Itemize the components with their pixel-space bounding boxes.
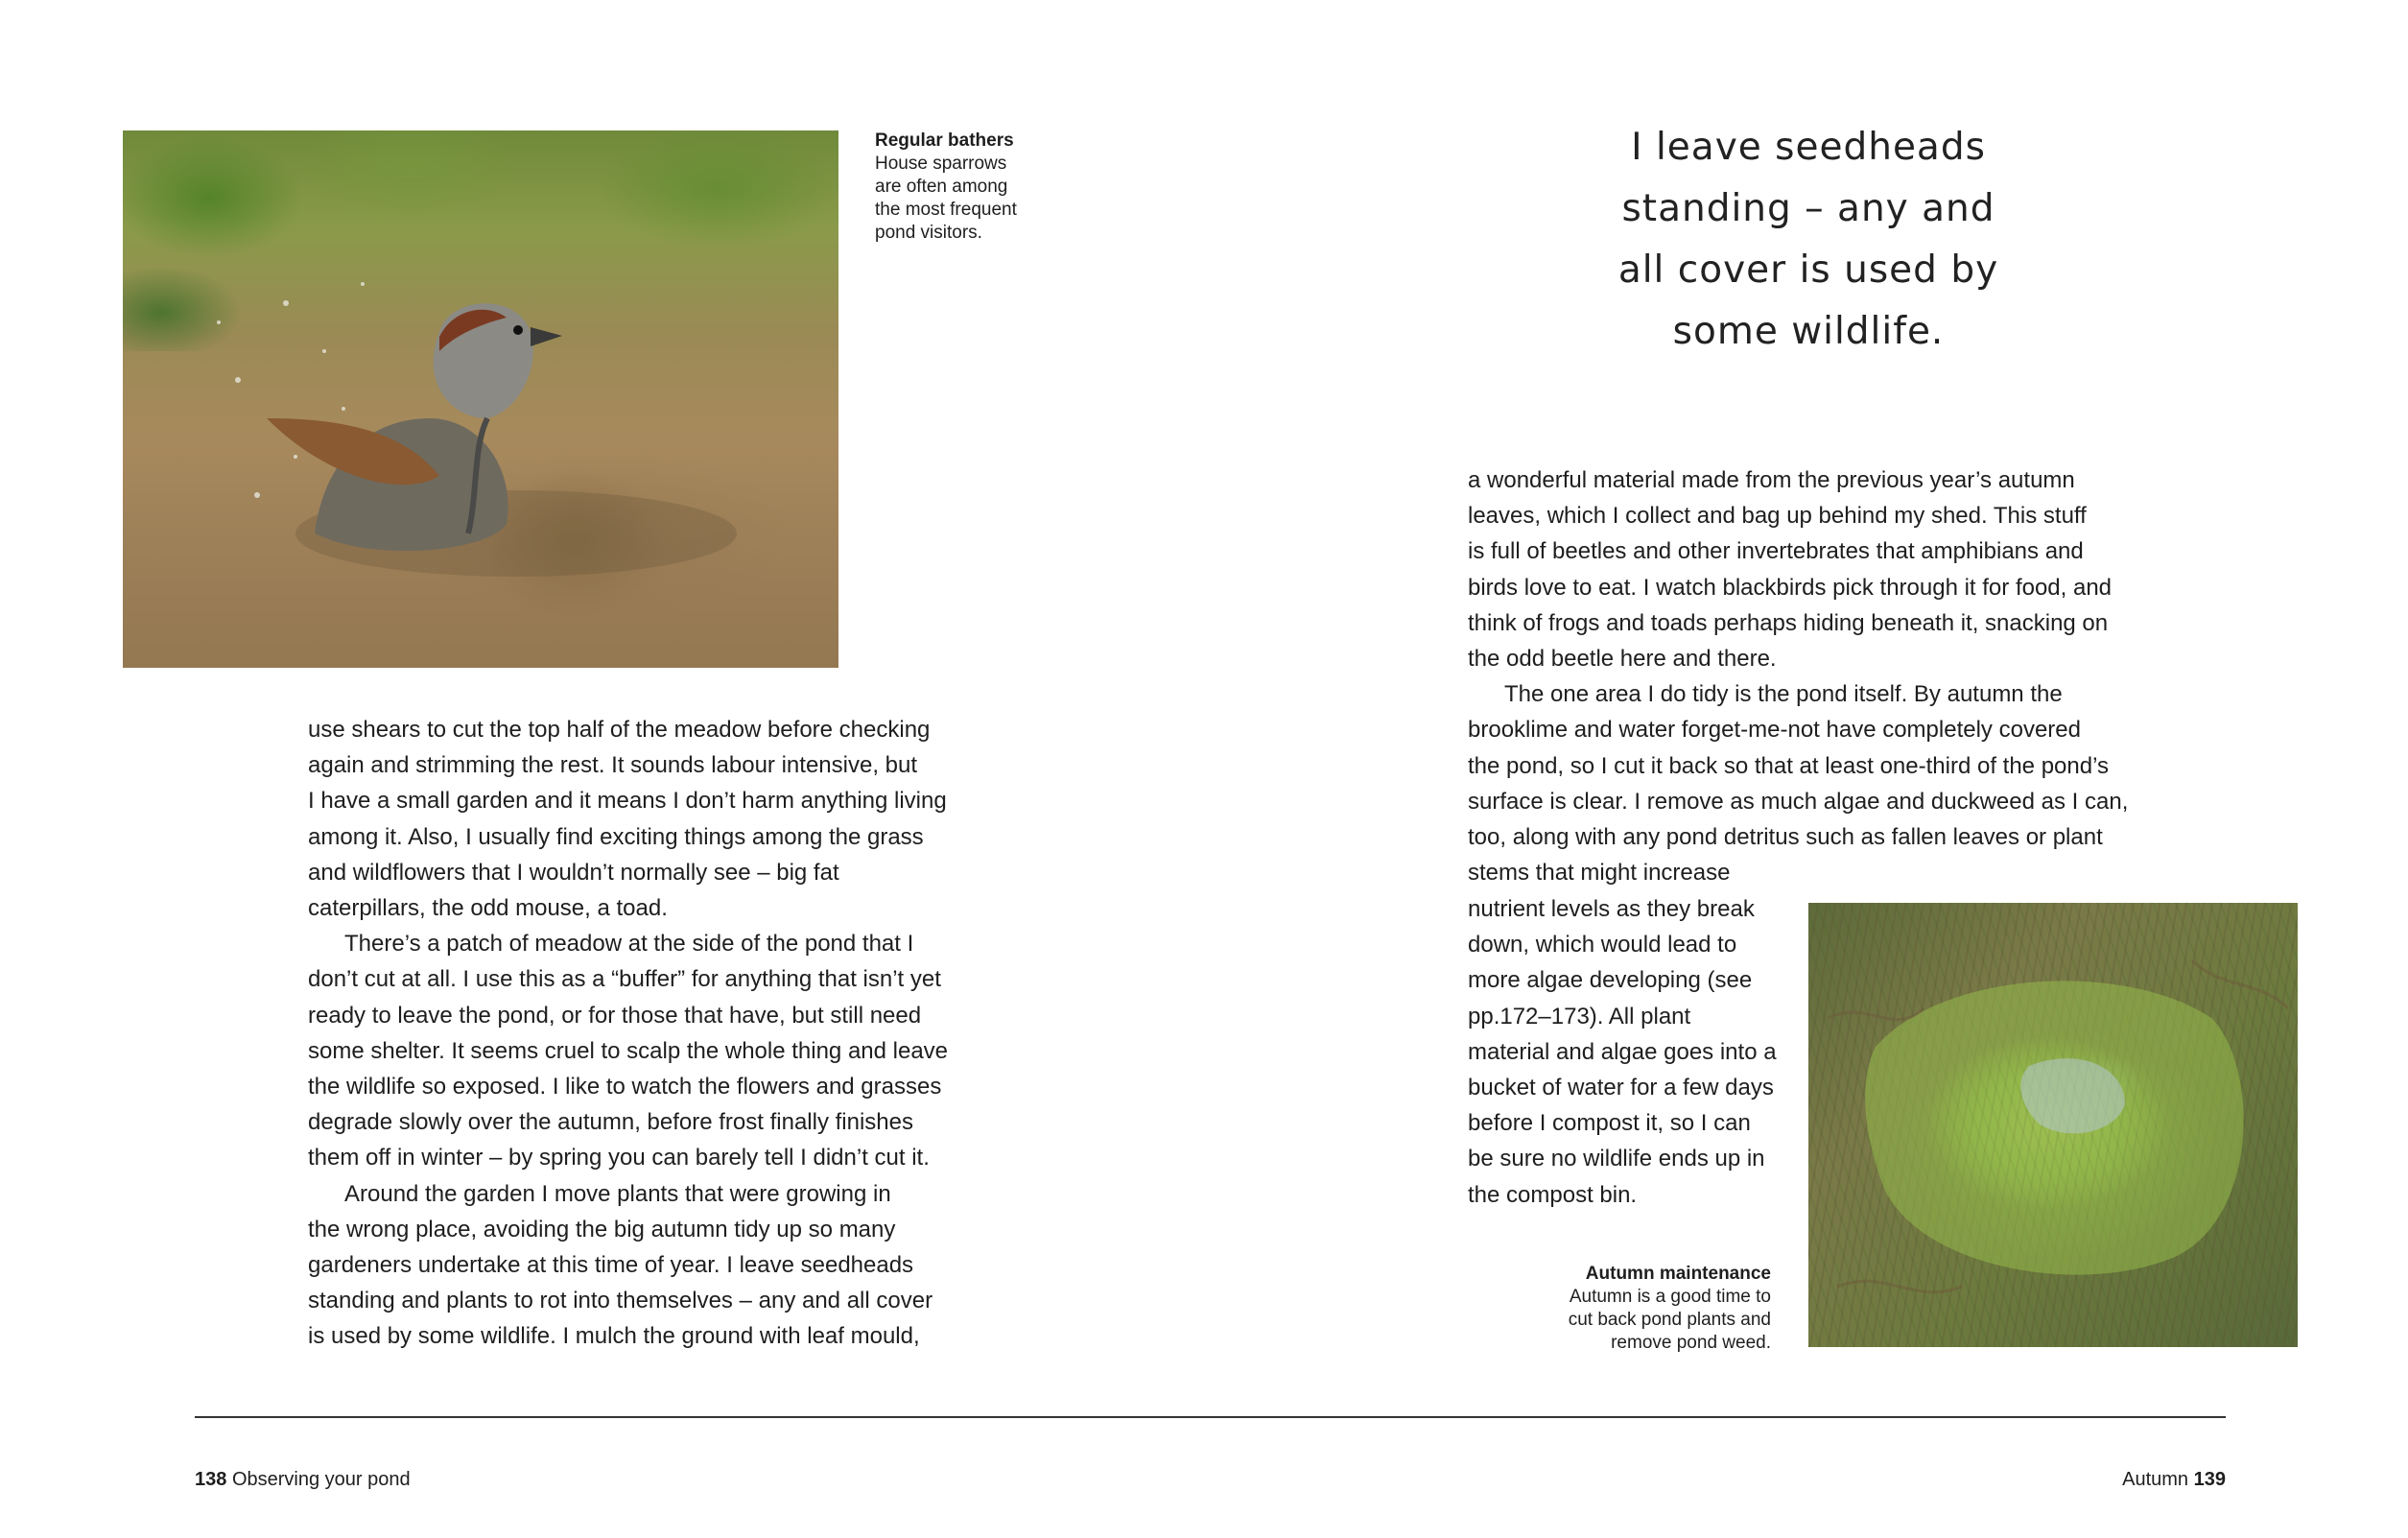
page-number: 138	[195, 1469, 227, 1490]
pond-maintenance-photo	[1808, 903, 2298, 1347]
caption-line: the most frequent	[875, 200, 1017, 220]
body-line: There’s a patch of meadow at the side of the pond that I	[344, 931, 914, 958]
house-sparrow-photo	[123, 130, 838, 668]
right-folio	[2015, 1468, 2226, 1491]
caption-line: pond visitors.	[875, 223, 982, 243]
body-line: ready to leave the pond, or for those that have, but still need	[308, 1002, 922, 1029]
pond-photo-caption	[1497, 1263, 1771, 1355]
body-line: the pond, so I cut it back so that at least one-third of the pond’s	[1468, 752, 2109, 779]
body-line: the wrong place, avoiding the big autumn tidy up so many	[308, 1216, 896, 1242]
body-line: surface is clear. I remove as much algae and duckweed as I can,	[1468, 788, 2129, 815]
body-line: before I compost it, so I can	[1468, 1110, 1751, 1137]
left-body-text	[308, 712, 960, 1355]
body-line: them off in winter – by spring you can barely tell I didn’t cut it.	[308, 1145, 930, 1171]
body-line: the compost bin.	[1468, 1181, 1638, 1208]
body-line: standing and plants to rot into themselves – any and all cover	[308, 1288, 933, 1314]
body-line: a wonderful material made from the previous year’s autumn	[1468, 467, 2075, 493]
pull-quote	[1549, 117, 2067, 363]
body-line: too, along with any pond detritus such as fallen leaves or plant	[1468, 824, 2103, 851]
sparrow-photo-caption	[875, 130, 1067, 245]
body-line: and wildflowers that I wouldn’t normally see – big fat	[308, 859, 839, 886]
body-line: gardeners undertake at this time of year. I leave seedheads	[308, 1252, 914, 1279]
body-line: is used by some wildlife. I mulch the ground with leaf mould,	[308, 1323, 920, 1350]
caption-line: are often among	[875, 177, 1008, 197]
body-line: stems that might increase	[1468, 860, 1731, 887]
body-line: the odd beetle here and there.	[1468, 646, 1777, 673]
pull-quote-line: some wildlife.	[1672, 310, 1945, 353]
body-line: material and algae goes into a	[1468, 1038, 1777, 1065]
sparrow-illustration	[123, 130, 838, 668]
right-narrow-text	[1468, 891, 1794, 1213]
body-line: again and strimming the rest. It sounds labour intensive, but	[308, 752, 918, 779]
body-line: use shears to cut the top half of the meadow before checking	[308, 717, 931, 743]
section-name: Autumn	[2122, 1469, 2189, 1490]
body-line: I have a small garden and it means I don’t harm anything living	[308, 788, 947, 815]
body-line: is full of beetles and other invertebrates that amphibians and	[1468, 538, 2084, 565]
body-line: brooklime and water forget-me-not have completely covered	[1468, 717, 2081, 744]
right-body-text	[1468, 462, 2130, 890]
body-line: be sure no wildlife ends up in	[1468, 1146, 1765, 1172]
body-line: The one area I do tidy is the pond itself. By autumn the	[1504, 681, 2063, 708]
body-line: among it. Also, I usually find exciting things among the grass	[308, 823, 924, 850]
pull-quote-line: standing – any and	[1621, 187, 1995, 230]
caption-line: Autumn is a good time to	[1569, 1287, 1771, 1307]
body-line: some shelter. It seems cruel to scalp the whole thing and leave	[308, 1037, 949, 1064]
body-line: Around the garden I move plants that were growing in	[344, 1180, 891, 1207]
caption-line: cut back pond plants and	[1568, 1310, 1771, 1330]
caption-title: Regular bathers	[875, 130, 1014, 151]
caption-line: remove pond weed.	[1611, 1333, 1771, 1353]
body-line: bucket of water for a few days	[1468, 1075, 1774, 1101]
caption-line: House sparrows	[875, 154, 1007, 174]
caption-title: Autumn maintenance	[1585, 1264, 1771, 1284]
body-line: more algae developing (see	[1468, 967, 1753, 994]
body-line: nutrient levels as they break	[1468, 896, 1755, 922]
body-line: caterpillars, the odd mouse, a toad.	[308, 895, 668, 922]
left-folio	[195, 1468, 411, 1491]
body-line: degrade slowly over the autumn, before frost finally finishes	[308, 1109, 913, 1136]
body-line: down, which would lead to	[1468, 932, 1737, 958]
body-line: pp.172–173). All plant	[1468, 1003, 1691, 1029]
duckweed-illustration	[1808, 903, 2298, 1347]
pull-quote-line: all cover is used by	[1617, 248, 1999, 292]
body-line: leaves, which I collect and bag up behind my shed. This stuff	[1468, 503, 2087, 530]
pull-quote-line: I leave seedheads	[1631, 126, 1986, 169]
footer-rule	[195, 1416, 2226, 1418]
body-line: the wildlife so exposed. I like to watch the flowers and grasses	[308, 1074, 942, 1100]
section-name: Observing your pond	[231, 1469, 411, 1490]
body-line: don’t cut at all. I use this as a “buffer” for anything that isn’t yet	[308, 966, 941, 993]
body-line: think of frogs and toads perhaps hiding beneath it, snacking on	[1468, 609, 2109, 636]
page-number: 139	[2193, 1469, 2226, 1490]
body-line: birds love to eat. I watch blackbirds pick through it for food, and	[1468, 574, 2113, 601]
